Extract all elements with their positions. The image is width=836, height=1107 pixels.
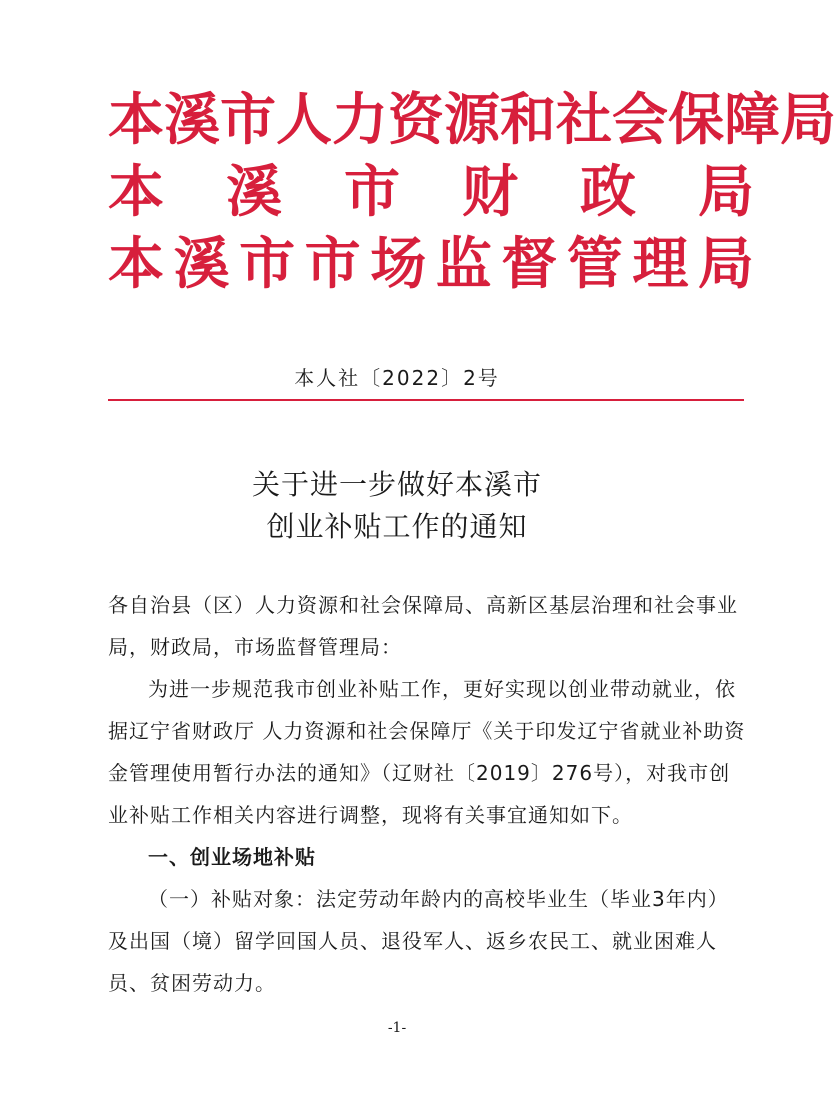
notice-title-line-2: 创业补贴工作的通知 bbox=[266, 510, 528, 543]
intro-paragraph: 为进一步规范我市创业补贴工作，更好实现以创业带动就业，依据辽宁省财政厅 人力资源和社会保障厅《关于印发辽宁省就业补助资金管理使用暂行办法的通知》（辽财社〔2019〕276号），对我市创业补贴工作相关内容进行调整，现将有关事宜通知如下。 bbox=[108, 677, 746, 827]
header-char: 溪 bbox=[164, 87, 220, 153]
header-char: 政 bbox=[580, 159, 636, 225]
section-heading: 一、创业场地补贴 bbox=[148, 845, 316, 869]
red-divider-line bbox=[108, 399, 744, 401]
header-char: 人 bbox=[276, 87, 332, 153]
issuer-line-2 bbox=[108, 156, 754, 228]
header-char: 管 bbox=[566, 231, 623, 297]
header-char: 本 bbox=[108, 231, 164, 297]
page-number: -1- bbox=[387, 1020, 407, 1036]
header-char: 市 bbox=[239, 231, 296, 297]
header-char: 理 bbox=[632, 231, 689, 297]
header-char: 本 bbox=[108, 87, 164, 153]
header-char: 源 bbox=[444, 87, 500, 153]
header-char: 保 bbox=[668, 87, 724, 153]
header-char: 场 bbox=[370, 231, 427, 297]
header-char: 资 bbox=[388, 87, 444, 153]
issuer-header-3 bbox=[108, 228, 754, 300]
header-char: 督 bbox=[501, 231, 558, 297]
header-char: 市 bbox=[304, 231, 361, 297]
header-char: 力 bbox=[332, 87, 388, 153]
notice-title-line-1: 关于进一步做好本溪市 bbox=[251, 468, 542, 501]
header-char: 监 bbox=[435, 231, 492, 297]
header-char: 市 bbox=[220, 87, 276, 153]
section-item-paragraph: （一）补贴对象：法定劳动年龄内的高校毕业生（毕业3年内）及出国（境）留学回国人员、退役军人、返乡农民工、就业困难人员、贫困劳动力。 bbox=[108, 887, 729, 995]
issuer-header-2 bbox=[108, 156, 754, 228]
header-char: 会 bbox=[612, 87, 668, 153]
header-char: 溪 bbox=[173, 231, 230, 297]
addressee-paragraph: 各自治县（区）人力资源和社会保障局、高新区基层治理和社会事业局，财政局，市场监督管理局： bbox=[108, 593, 738, 659]
header-char: 局 bbox=[698, 159, 754, 225]
document-number: 本人社〔2022〕2号 bbox=[294, 366, 500, 390]
header-char: 溪 bbox=[226, 159, 282, 225]
header-char: 局 bbox=[697, 231, 754, 297]
header-char: 市 bbox=[344, 159, 400, 225]
issuer-line-1 bbox=[108, 84, 836, 156]
header-char: 和 bbox=[500, 87, 556, 153]
issuer-header-1 bbox=[108, 84, 836, 156]
header-char: 本 bbox=[108, 159, 164, 225]
header-char: 障 bbox=[724, 87, 780, 153]
header-char: 社 bbox=[556, 87, 612, 153]
header-char: 财 bbox=[462, 159, 518, 225]
header-char: 局 bbox=[780, 87, 836, 153]
issuer-line-3 bbox=[108, 228, 754, 300]
